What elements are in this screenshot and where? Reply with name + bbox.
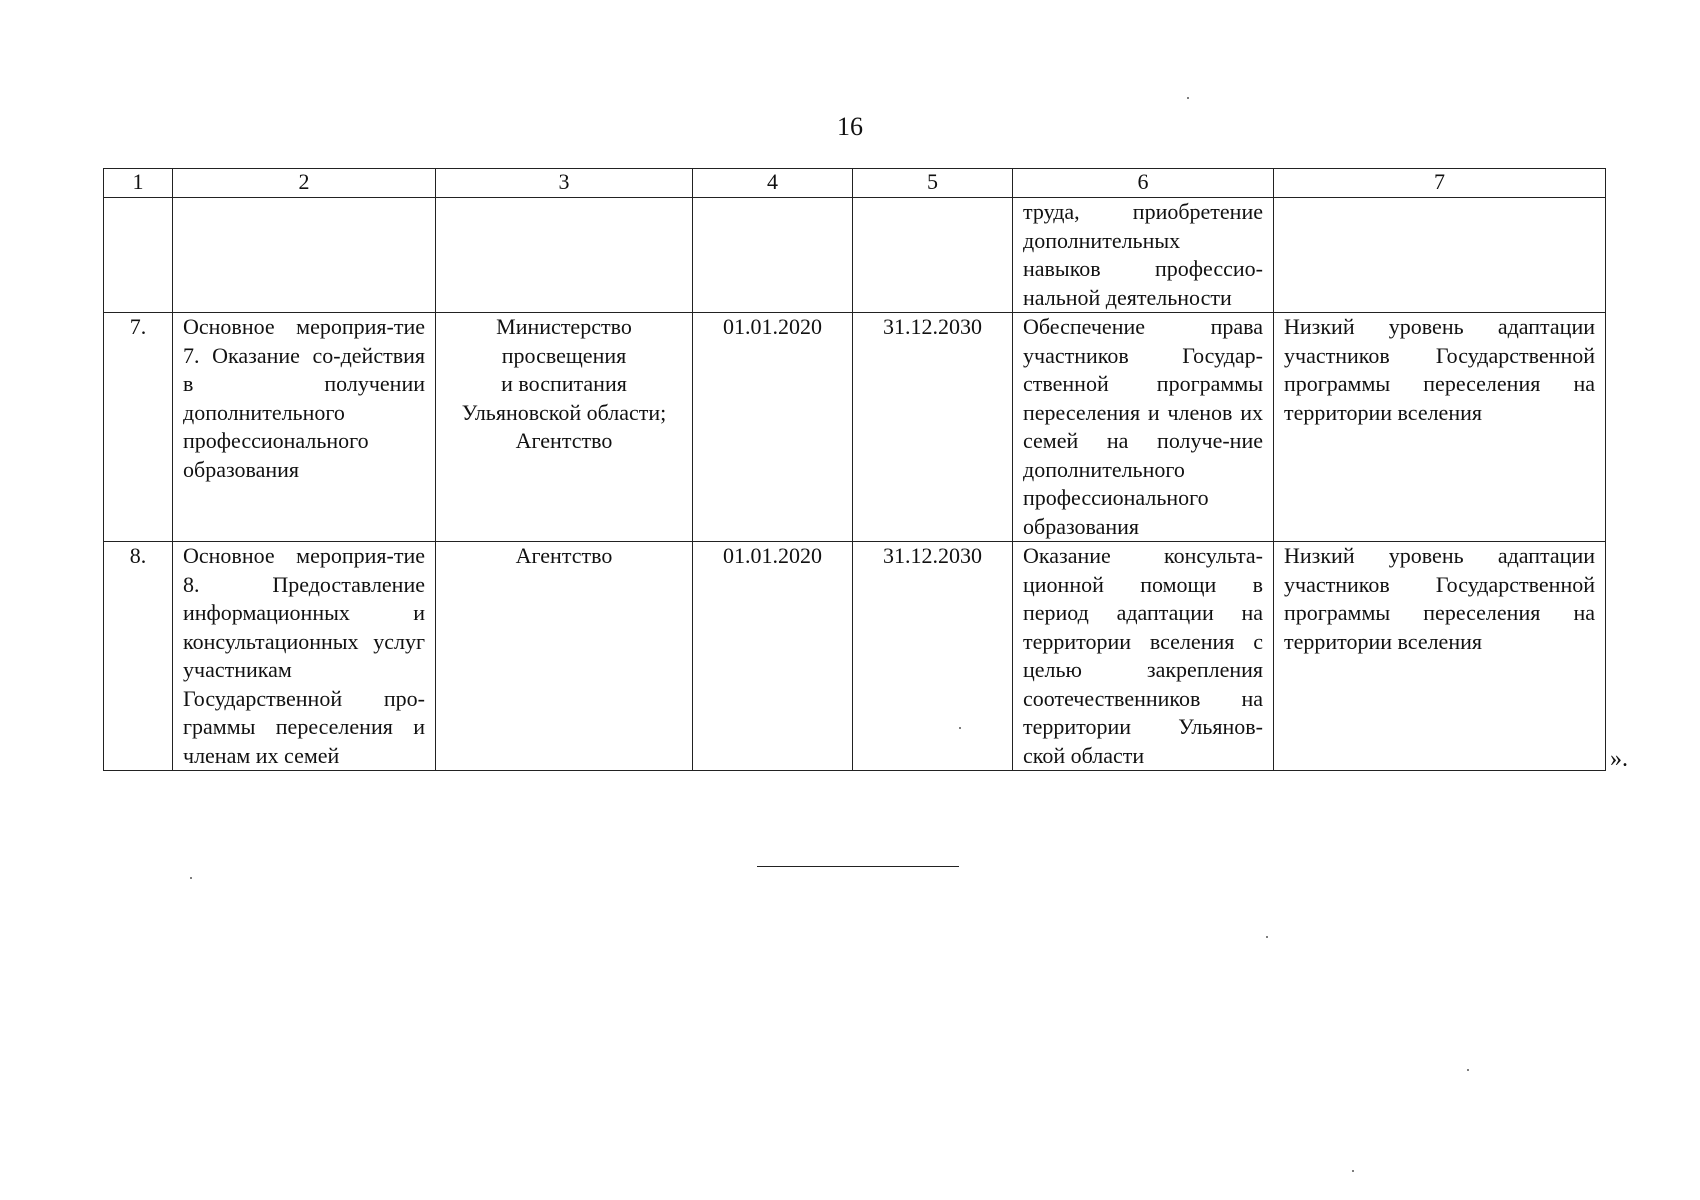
scan-speck — [1467, 1069, 1469, 1071]
program-activities-table — [103, 168, 1606, 771]
column-number-3: 3 — [436, 169, 693, 198]
executor-line: Министерство — [496, 314, 632, 339]
page-number: 16 — [837, 112, 863, 141]
expected-result: Обеспечение права участников Государ-ственной программы переселения и членов их семей на получе-ние дополнительного профессионального образования — [1013, 313, 1274, 542]
end-date: 31.12.2030 — [853, 542, 1013, 771]
risk-indicator: Низкий уровень адаптации участников Государственной программы переселения на территории вселения — [1274, 313, 1606, 542]
scan-speck — [1266, 936, 1268, 938]
column-number-2: 2 — [173, 169, 436, 198]
executor-line: просвещения — [501, 342, 627, 368]
expected-result: Оказание консульта-ционной помощи в период адаптации на территории вселения с целью закрепления соотечественников на территории Ульянов-ской области — [1013, 542, 1274, 771]
closing-quote-mark: ». — [1610, 746, 1628, 772]
empty-cell — [104, 198, 173, 313]
start-date: 01.01.2020 — [693, 313, 853, 542]
empty-cell — [436, 198, 693, 313]
executor-line: Агентство — [515, 543, 613, 568]
activity-name: Основное мероприя-тие 8. Предоставление информационных и консультационных услуг участникам Государственной про-граммы переселения и членам их семей — [173, 542, 436, 771]
result-continuation: труда, приобретение дополнительных навыков профессио-нальной деятельности — [1013, 198, 1274, 313]
executor-line: Агентство — [515, 428, 613, 453]
row-number: 8. — [104, 542, 173, 771]
executor — [436, 313, 693, 542]
row-number: 7. — [104, 313, 173, 542]
end-date: 31.12.2030 — [853, 313, 1013, 542]
column-number-1: 1 — [104, 169, 173, 198]
column-number-5: 5 — [853, 169, 1013, 198]
empty-cell — [1274, 198, 1606, 313]
table-header-row — [104, 169, 1606, 198]
table-row — [104, 542, 1606, 771]
empty-cell — [173, 198, 436, 313]
column-number-6: 6 — [1013, 169, 1274, 198]
column-number-7: 7 — [1274, 169, 1606, 198]
executor-line: Ульяновской области; — [461, 399, 667, 425]
scan-speck — [959, 727, 961, 729]
scan-speck — [190, 877, 192, 879]
executor — [436, 542, 693, 771]
scan-speck — [1187, 97, 1189, 99]
empty-cell — [693, 198, 853, 313]
empty-cell — [853, 198, 1013, 313]
column-number-4: 4 — [693, 169, 853, 198]
table-row — [104, 313, 1606, 542]
risk-indicator: Низкий уровень адаптации участников Государственной программы переселения на территории вселения — [1274, 542, 1606, 771]
scan-speck — [1352, 1170, 1354, 1172]
start-date: 01.01.2020 — [693, 542, 853, 771]
executor-line: и воспитания — [501, 371, 627, 396]
end-of-document-rule — [757, 866, 959, 867]
continuation-row — [104, 198, 1606, 313]
activity-name: Основное мероприя-тие 7. Оказание со-действия в получении дополнительного профессионального образования — [173, 313, 436, 542]
